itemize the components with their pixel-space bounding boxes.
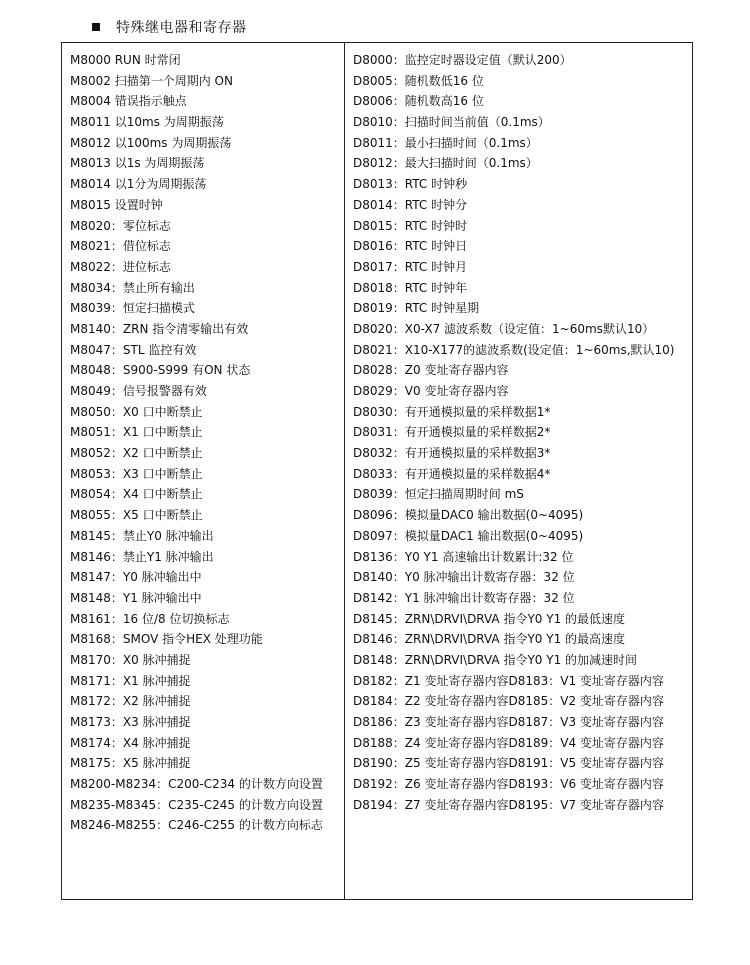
register-table — [61, 42, 693, 900]
register-entry: D8146：ZRN\DRVI\DRVA 指令Y0 Y1 的最高速度 — [353, 632, 626, 647]
register-entry: D8017：RTC 时钟月 — [353, 259, 468, 274]
relay-entry: M8246-M8255：C246-C255 的计数方向标志 — [70, 818, 323, 833]
relay-entry: M8034：禁止所有输出 — [70, 280, 195, 295]
register-entry: D8021：X10-X177的滤波系数(设定值：1~60ms,默认10) — [353, 342, 675, 357]
relay-entry: M8161：16 位/8 位切换标志 — [70, 611, 230, 626]
register-entry: D8136：Y0 Y1 高速输出计数累计:32 位 — [353, 549, 574, 564]
register-entry: D8031：有开通模拟量的采样数据2* — [353, 425, 551, 440]
relay-entry: M8173：X3 脉冲捕捉 — [70, 715, 191, 729]
relay-entry: M8048：S900-S999 有ON 状态 — [70, 363, 251, 378]
relay-entry: M8039：恒定扫描模式 — [70, 301, 195, 316]
relay-entry: M8168：SMOV 指令HEX 处理功能 — [70, 632, 263, 647]
section-heading — [92, 16, 247, 38]
relay-entry: M8172：X2 脉冲捕捉 — [70, 694, 191, 709]
register-entry: D8032：有开通模拟量的采样数据3* — [353, 446, 551, 461]
register-entry: D8029：V0 变址寄存器内容 — [353, 384, 509, 398]
register-entry: D8033：有开通模拟量的采样数据4* — [353, 466, 551, 481]
register-entry: D8019：RTC 时钟星期 — [353, 301, 480, 316]
relay-entry: M8146：禁止Y1 脉冲输出 — [70, 549, 214, 564]
relay-entry: M8013 以1s 为周期振荡 — [70, 156, 205, 171]
relay-column — [62, 43, 345, 899]
register-entry: D8145：ZRN\DRVI\DRVA 指令Y0 Y1 的最低速度 — [353, 611, 626, 626]
relay-entry: M8050：X0 口中断禁止 — [70, 404, 203, 419]
register-entry: D8020：X0-X7 滤波系数（设定值：1~60ms默认10） — [353, 321, 655, 336]
register-entry: D8039：恒定扫描周期时间 mS — [353, 487, 524, 502]
relay-entry: M8054：X4 口中断禁止 — [70, 487, 203, 502]
relay-entry: M8022：进位标志 — [70, 259, 171, 274]
relay-entry: M8235-M8345：C235-C245 的计数方向设置 — [70, 797, 323, 812]
relay-entry: M8020：零位标志 — [70, 218, 171, 233]
relay-entry: M8175：X5 脉冲捕捉 — [70, 756, 191, 771]
register-entry: D8148：ZRN\DRVI\DRVA 指令Y0 Y1 的加减速时间 — [353, 652, 638, 667]
relay-entry: M8052：X2 口中断禁止 — [70, 446, 203, 461]
register-entry: D8006：随机数高16 位 — [353, 94, 484, 109]
relay-entry: M8049：信号报警器有效 — [70, 384, 207, 398]
register-entry: D8184：Z2 变址寄存器内容D8185：V2 变址寄存器内容 — [353, 694, 664, 709]
register-entry: D8186：Z3 变址寄存器内容D8187：V3 变址寄存器内容 — [353, 715, 664, 729]
register-entry: D8010：扫描时间当前值（0.1ms） — [353, 115, 550, 130]
register-entry: D8030：有开通模拟量的采样数据1* — [353, 404, 551, 419]
register-entry: D8194：Z7 变址寄存器内容D8195：V7 变址寄存器内容 — [353, 797, 664, 812]
relay-entry: M8055：X5 口中断禁止 — [70, 508, 203, 523]
relay-entry: M8147：Y0 脉冲输出中 — [70, 570, 202, 585]
register-entry: D8016：RTC 时钟日 — [353, 239, 468, 254]
relay-entry: M8012 以100ms 为周期振荡 — [70, 135, 232, 150]
relay-entry: M8015 设置时钟 — [70, 197, 163, 212]
register-entry: D8015：RTC 时钟时 — [353, 218, 468, 233]
relay-entry: M8004 错误指示触点 — [70, 94, 187, 109]
register-entry: D8190：Z5 变址寄存器内容D8191：V5 变址寄存器内容 — [353, 756, 664, 771]
relay-entry: M8171：X1 脉冲捕捉 — [70, 673, 191, 688]
relay-entry: M8145：禁止Y0 脉冲输出 — [70, 528, 214, 543]
relay-entry: M8148：Y1 脉冲输出中 — [70, 590, 202, 605]
register-entry: D8000：监控定时器设定值（默认200） — [353, 53, 572, 67]
register-entry: D8097：模拟量DAC1 输出数据(0~4095) — [353, 528, 584, 543]
relay-entry: M8002 扫描第一个周期内 ON — [70, 73, 233, 88]
register-entry: D8011：最小扫描时间（0.1ms） — [353, 135, 538, 150]
square-bullet-icon — [92, 23, 100, 31]
register-entry: D8013：RTC 时钟秒 — [353, 177, 468, 192]
section-title: 特殊继电器和寄存器 — [116, 20, 247, 36]
relay-entry: M8051：X1 口中断禁止 — [70, 425, 203, 440]
register-entry: D8018：RTC 时钟年 — [353, 280, 468, 295]
register-entry: D8096：模拟量DAC0 输出数据(0~4095) — [353, 508, 584, 523]
relay-entry: M8053：X3 口中断禁止 — [70, 466, 203, 481]
register-entry: D8140：Y0 脉冲输出计数寄存器：32 位 — [353, 570, 575, 585]
relay-entry: M8014 以1分为周期振荡 — [70, 177, 207, 192]
relay-entry: M8011 以10ms 为周期振荡 — [70, 115, 224, 130]
register-entry: D8192：Z6 变址寄存器内容D8193：V6 变址寄存器内容 — [353, 777, 664, 792]
register-entry: D8142：Y1 脉冲输出计数寄存器：32 位 — [353, 590, 575, 605]
register-entry: D8028：Z0 变址寄存器内容 — [353, 363, 509, 378]
relay-entry: M8170：X0 脉冲捕捉 — [70, 652, 191, 667]
register-column — [345, 43, 692, 899]
relay-entry: M8000 RUN 时常闭 — [70, 53, 181, 67]
relay-entry: M8174：X4 脉冲捕捉 — [70, 735, 191, 750]
register-entry: D8182：Z1 变址寄存器内容D8183：V1 变址寄存器内容 — [353, 673, 664, 688]
register-entry: D8005：随机数低16 位 — [353, 73, 484, 88]
relay-entry: M8021：借位标志 — [70, 239, 171, 254]
register-entry: D8012：最大扫描时间（0.1ms） — [353, 156, 538, 171]
register-entry: D8188：Z4 变址寄存器内容D8189：V4 变址寄存器内容 — [353, 735, 664, 750]
relay-entry: M8140：ZRN 指令清零输出有效 — [70, 321, 249, 336]
relay-entry: M8047：STL 监控有效 — [70, 342, 197, 357]
relay-entry: M8200-M8234：C200-C234 的计数方向设置 — [70, 777, 323, 792]
register-entry: D8014：RTC 时钟分 — [353, 197, 468, 212]
